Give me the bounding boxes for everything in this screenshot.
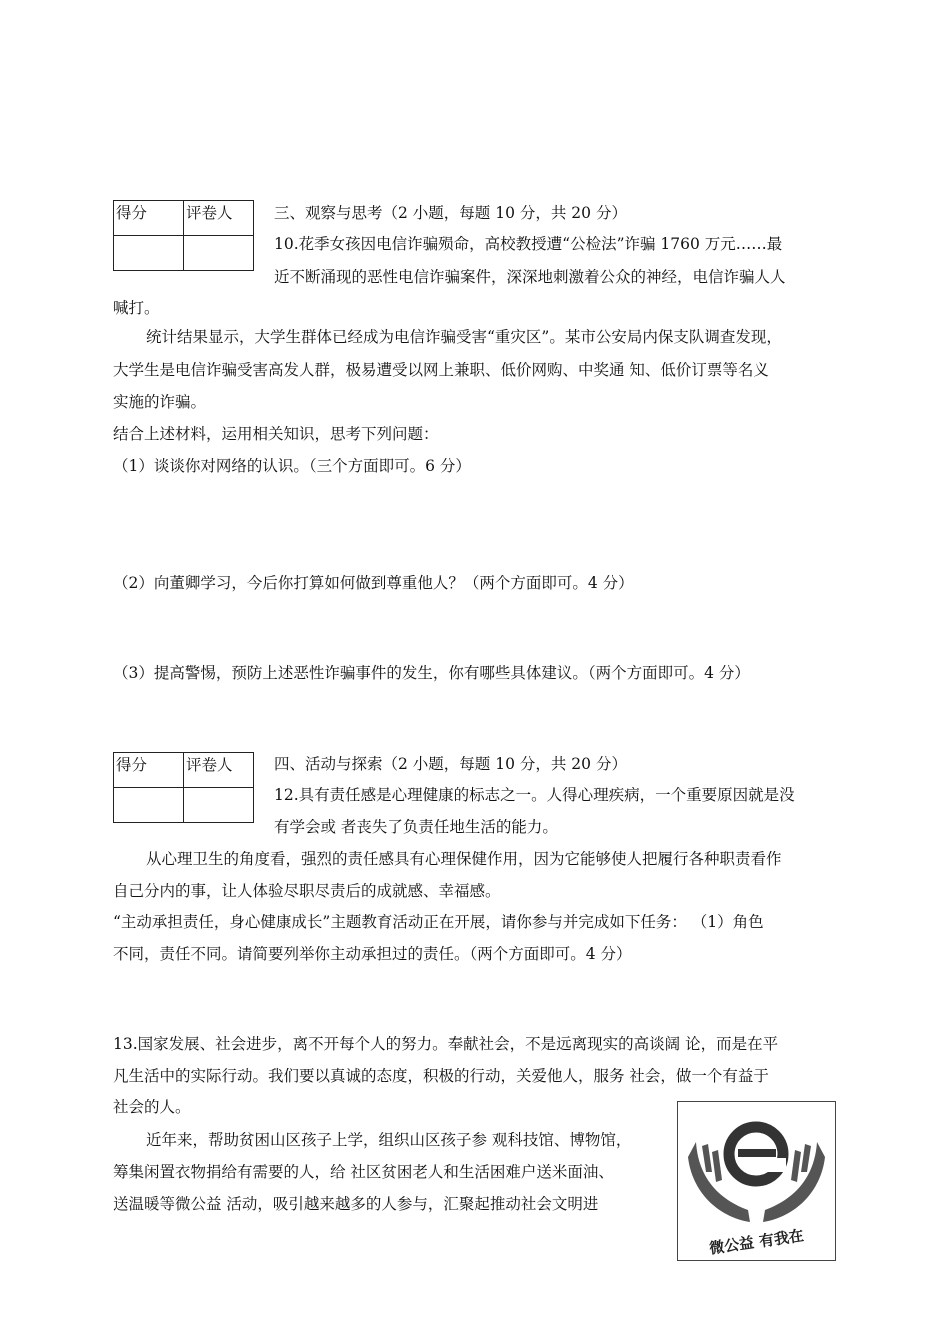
q13-line2: 凡生活中的实际行动。我们要以真诚的态度，积极的行动，关爱他人，服务 社会，做一个有益于 [113, 1067, 769, 1085]
q12-line1: 12.具有责任感是心理健康的标志之一。人得心理疾病，一个重要原因就是没 [274, 786, 795, 804]
section3-title: 三、观察与思考（2 小题，每题 10 分，共 20 分） [274, 204, 627, 222]
para-line1: 从心理卫生的角度看，强烈的责任感具有心理保健作用，因为它能够使人把履行各种职责看作 [146, 850, 782, 868]
q10-line3: 喊打。 [113, 299, 160, 317]
score-cell [114, 236, 184, 271]
p13-line3: 送温暖等微公益 活动，吸引越来越多的人参与，汇聚起推动社会文明进 [113, 1195, 599, 1213]
grader-label: 评卷人 [184, 201, 254, 236]
q12-line2: 有学会或 者丧失了负责任地生活的能力。 [274, 818, 558, 836]
score-label: 得分 [114, 201, 184, 236]
p13-line2: 筹集闲置衣物捐给有需要的人，给 社区贫困老人和生活困难户送米面油、 [113, 1163, 614, 1181]
para-line2: 自己分内的事，让人体验尽职尽责后的成就感、幸福感。 [113, 882, 501, 900]
prompt: 结合上述材料，运用相关知识，思考下列问题： [113, 425, 439, 443]
micro-charity-logo [677, 1101, 836, 1261]
q13-line3: 社会的人。 [113, 1098, 191, 1116]
grader-label: 评卷人 [184, 753, 254, 788]
grader-cell [184, 788, 254, 823]
para2-line3: 实施的诈骗。 [113, 393, 207, 411]
q10-line1: 10.花季女孩因电信诈骗殒命，高校教授遭“公检法”诈骗 1760 万元……最 [274, 235, 783, 253]
task-line2: 不同，责任不同。请简要列举你主动承担过的责任。（两个方面即可。4 分） [113, 945, 632, 963]
para2-line1: 统计结果显示，大学生群体已经成为电信诈骗受害“重灾区”。某市公安局内保支队调查发现， [146, 328, 782, 346]
p13-line1: 近年来，帮助贫困山区孩子上学，组织山区孩子参 观科技馆、博物馆， [146, 1131, 632, 1149]
q13-line1: 13.国家发展、社会进步，离不开每个人的努力。奉献社会，不是远离现实的高谈阔 论，而是在平 [113, 1035, 779, 1053]
sub-question-3: （3）提高警惕，预防上述恶性诈骗事件的发生，你有哪些具体建议。（两个方面即可。4 分） [113, 664, 750, 682]
q10-line2: 近不断涌现的恶性电信诈骗案件，深深地刺激着公众的神经，电信诈骗人人 [274, 268, 786, 286]
logo-caption: 微公益 有我在 [708, 1226, 805, 1258]
sub-question-2: （2）向董卿学习，今后你打算如何做到尊重他人？（两个方面即可。4 分） [113, 574, 634, 592]
grader-cell [184, 236, 254, 271]
score-cell [114, 788, 184, 823]
para2-line2: 大学生是电信诈骗受害高发人群，极易遭受以网上兼职、低价网购、中奖通 知、低价订票等名义 [113, 361, 769, 379]
task-line1: “主动承担责任，身心健康成长”主题教育活动正在开展，请你参与并完成如下任务： （1）角色 [113, 913, 764, 931]
score-label: 得分 [114, 753, 184, 788]
sub-question-1: （1）谈谈你对网络的认识。（三个方面即可。6 分） [113, 457, 471, 475]
section4-title: 四、活动与探索（2 小题，每题 10 分，共 20 分） [274, 755, 627, 773]
score-table-section3 [113, 200, 254, 271]
score-table-section4 [113, 752, 254, 823]
